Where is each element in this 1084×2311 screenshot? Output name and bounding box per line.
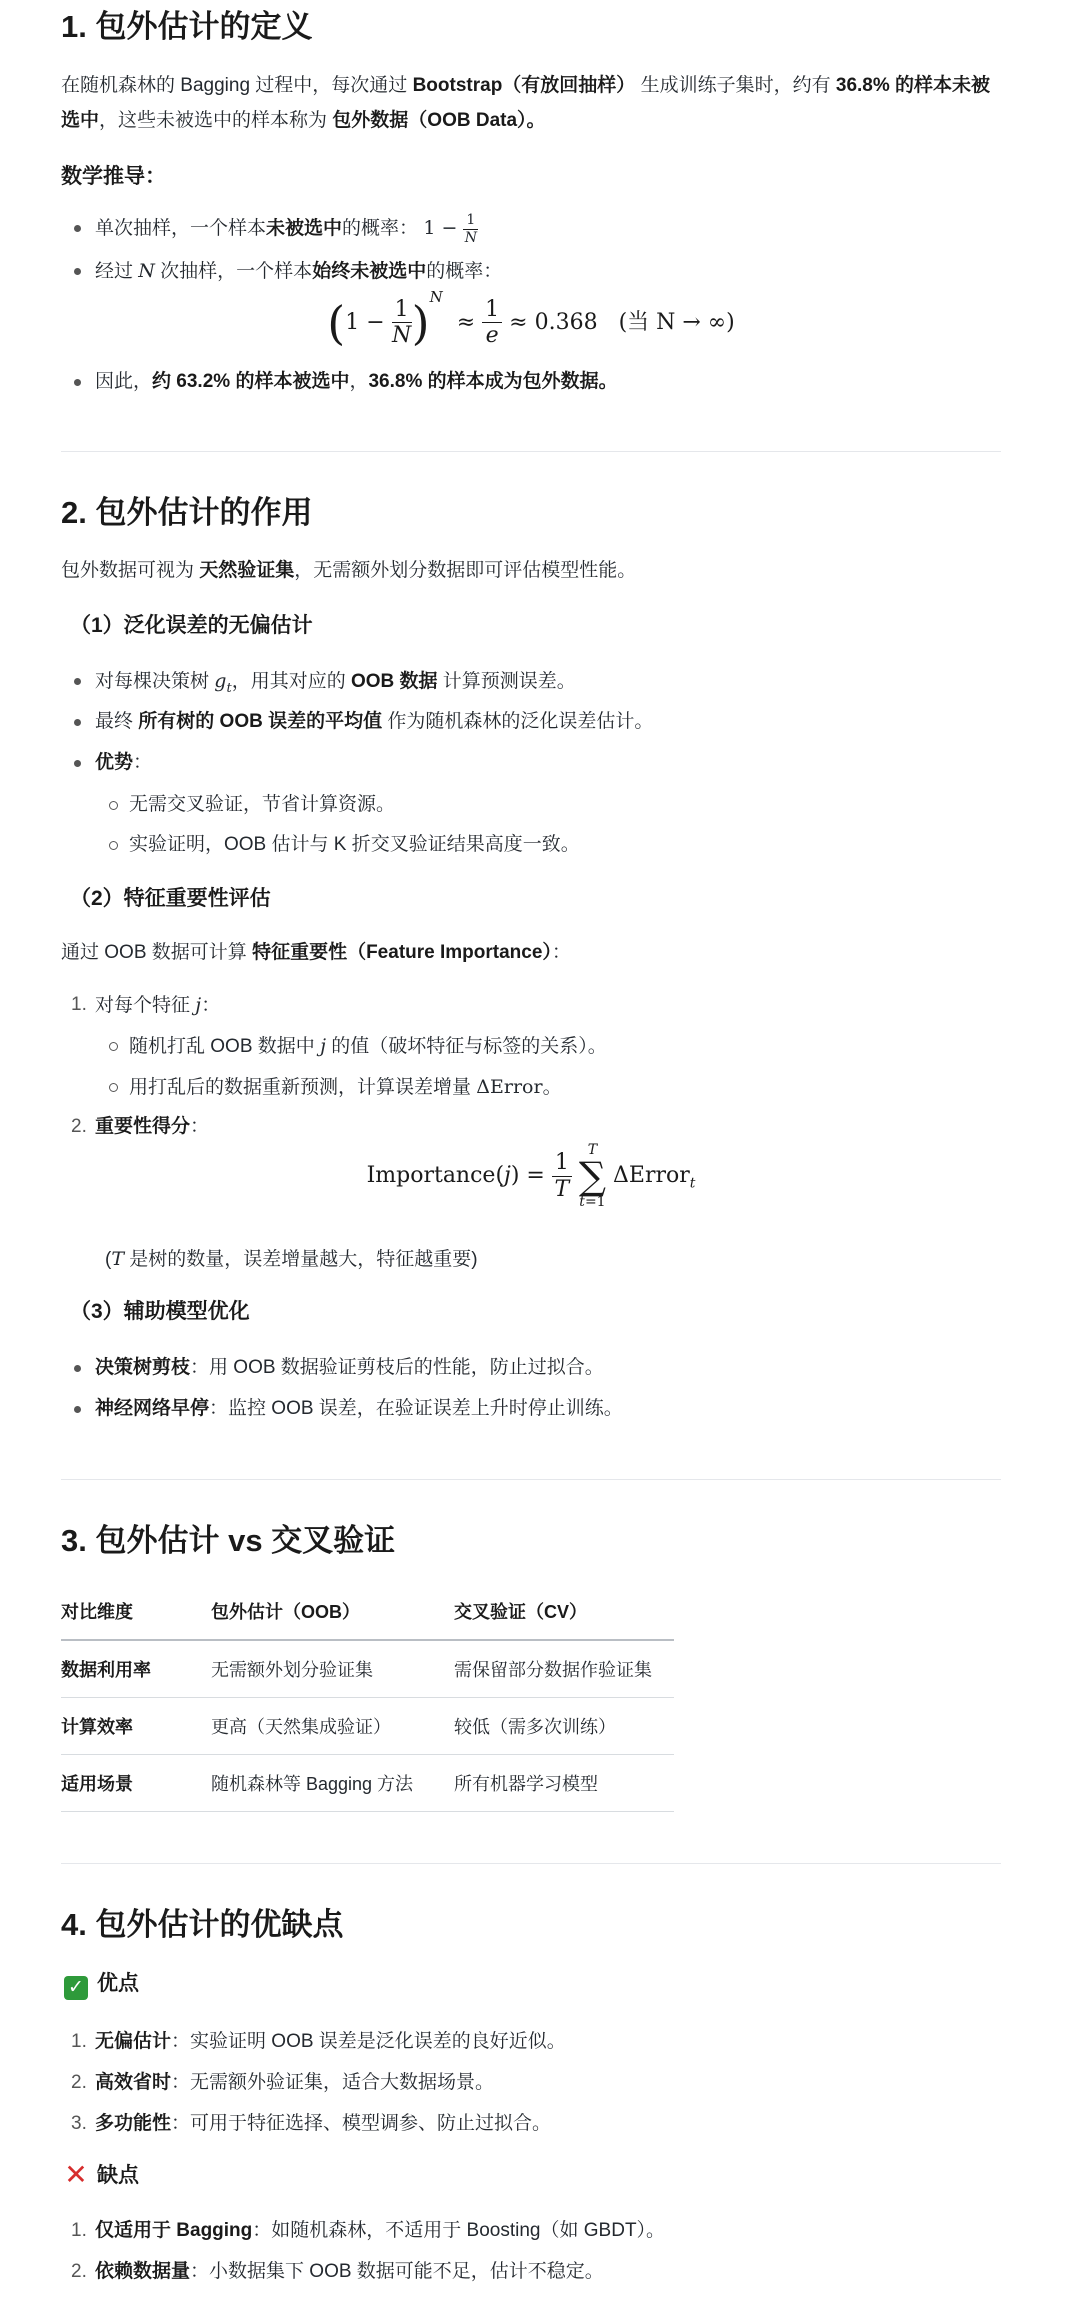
list-item (61, 212, 478, 246)
s1-intro-text: 在随机森林的 Bagging 过程中，每次通过 (61, 75, 413, 96)
s1-intro-oob: 包外数据（OOB Data） (332, 110, 527, 131)
text: ： (551, 942, 571, 963)
table-cell: 较低（需多次训练） (454, 1698, 674, 1755)
formula-inline: T (111, 1248, 125, 1270)
numbered-item (61, 2256, 604, 2288)
row-label: 计算效率 (61, 1717, 133, 1737)
item-bold: OOB 数据 (350, 671, 438, 692)
item-text: ： (133, 752, 153, 773)
item-text: 最终 (95, 711, 139, 732)
list-item (61, 665, 576, 705)
sub-list-item (61, 789, 395, 821)
s2-intro (61, 553, 636, 588)
formula-value: ≈ 0.368 (509, 309, 598, 335)
table-cell: 需保留部分数据作验证集 (454, 1640, 674, 1698)
pros-heading-label: 优点 (97, 1972, 139, 1995)
cons-heading (64, 2159, 139, 2190)
table-cell (61, 1755, 211, 1812)
item-number: 1. (71, 994, 87, 1015)
text: ，无需额外划分数据即可评估模型性能。 (294, 560, 637, 581)
table-header: 包外估计（OOB） (211, 1582, 454, 1640)
item-text: ： (201, 995, 221, 1016)
sub-list-item (61, 829, 580, 861)
table-cell: 更高（天然集成验证） (211, 1698, 454, 1755)
item-bold: 无偏估计 (95, 2031, 172, 2052)
item-text: 。 (542, 1077, 562, 1098)
table-row (61, 1755, 674, 1812)
item-text: 随机打乱 OOB 数据中 (129, 1036, 321, 1057)
formula-inline: j (320, 1035, 326, 1057)
s1-intro-end: 。 (526, 110, 546, 131)
bold: 特征重要性（Feature Importance） (252, 942, 552, 963)
list-item (61, 747, 152, 779)
item-text: ：无需额外验证集，适合大数据场景。 (171, 2072, 495, 2093)
item-text: 次抽样，一个样本 (154, 261, 313, 282)
formula-condition: (当 N → ∞) (618, 309, 735, 335)
item-bold: 高效省时 (95, 2072, 172, 2093)
table-header-row (61, 1582, 674, 1640)
text: 包外数据可视为 (61, 560, 200, 581)
table-cell: 随机森林等 Bagging 方法 (211, 1755, 454, 1812)
numbered-item (61, 2108, 551, 2140)
formula-inline: $g_t$ (214, 670, 232, 696)
item-text: ：小数据集下 OOB 数据可能不足，估计不稳定。 (190, 2261, 604, 2282)
item-bold: 重要性得分 (95, 1116, 191, 1137)
item-bold: 多功能性 (95, 2113, 172, 2134)
list-item (61, 366, 618, 398)
divider (61, 1863, 1001, 1864)
text: 是树的数量，误差增量越大，特征越重要) (124, 1249, 478, 1270)
formula-inline: j (195, 994, 202, 1016)
math-heading: 数学推导： (61, 165, 166, 188)
table-cell (61, 1698, 211, 1755)
list-item (61, 1393, 623, 1425)
item-text: 作为随机森林的泛化误差估计。 (382, 711, 654, 732)
item-text: ：如随机森林，不适用于 Boosting（如 GBDT）。 (252, 2220, 666, 2241)
item-text: 单次抽样，一个样本 (95, 218, 267, 239)
s1-intro (61, 68, 1001, 138)
subheading-1: （1）泛化误差的无偏估计 (70, 614, 313, 637)
cross-mark-icon: ✕ (64, 2159, 88, 2190)
item-text: 经过 (95, 261, 139, 282)
subheading-3: （3）辅助模型优化 (70, 1300, 250, 1323)
section-1-heading: 1. 包外估计的定义 (61, 9, 313, 44)
item-number: 2. (71, 1116, 87, 1137)
section-3-heading: 3. 包外估计 vs 交叉验证 (61, 1523, 396, 1558)
list-item (61, 255, 502, 288)
item-text: 计算预测误差。 (437, 671, 576, 692)
item-text: 。 (598, 371, 618, 392)
subheading-2: （2）特征重要性评估 (70, 887, 271, 910)
item-number: 1. (71, 2220, 87, 2241)
item-number: 3. (71, 2113, 87, 2134)
item-text: 的概率： (426, 261, 503, 282)
text: 通过 OOB 数据可计算 (61, 942, 253, 963)
item-text: 对每个特征 (95, 995, 196, 1016)
numbered-item (61, 2026, 566, 2058)
fi-intro (61, 935, 571, 970)
item-bold: 依赖数据量 (95, 2261, 191, 2282)
item-number: 2. (71, 2261, 87, 2282)
item-bold: 约 63.2% 的样本被选中 (152, 371, 350, 392)
numbered-item (61, 1111, 209, 1143)
importance-formula: Importance(j) = $\frac{1}{T}$ T ∑ t=1 ΔError$_t$ (366, 1142, 696, 1210)
item-text: 因此， (95, 371, 153, 392)
list-item (61, 706, 653, 738)
item-text: 对每棵决策树 (95, 671, 215, 692)
item-bold: 仅适用于 Bagging (95, 2220, 253, 2241)
item-bold: 36.8% 的样本成为包外数据 (368, 371, 599, 392)
table-cell: 无需额外划分验证集 (211, 1640, 454, 1698)
formula-inline: 1 − $\frac{1}{N}$ (423, 212, 477, 246)
item-text: 的值（破坏特征与标签的关系）。 (325, 1036, 607, 1057)
section-4-heading: 4. 包外估计的优缺点 (61, 1907, 344, 1942)
probability-formula: (1 − $\frac{1}{N}$ )$^N$ ≈ $\frac{1}{e}$ ≈ 0.368 (当 N → ∞) (327, 288, 735, 350)
item-number: 2. (71, 2072, 87, 2093)
table-row (61, 1640, 674, 1698)
importance-note (61, 1243, 478, 1276)
item-text: ：用 OOB 数据验证剪枝后的性能，防止过拟合。 (190, 1357, 604, 1378)
formula-inline: N (138, 260, 155, 282)
item-bold: 所有树的 OOB 误差的平均值 (138, 711, 383, 732)
s1-intro-bootstrap: Bootstrap（有放回抽样） (412, 75, 636, 96)
item-text: ，用其对应的 (231, 671, 351, 692)
list-item (61, 1352, 604, 1384)
s1-intro-text: 生成训练子集时，约有 (635, 75, 836, 96)
item-bold: 优势 (95, 752, 134, 773)
item-bold: 决策树剪枝 (95, 1357, 191, 1378)
text: ( (105, 1249, 112, 1270)
item-text: 的概率： (342, 218, 419, 239)
sub-list-item (61, 1071, 562, 1104)
numbered-item (61, 2067, 494, 2099)
item-number: 1. (71, 2031, 87, 2052)
item-text: ， (349, 371, 369, 392)
numbered-item (61, 2215, 665, 2247)
item-text: ： (190, 1116, 210, 1137)
cons-heading-label: 缺点 (97, 2164, 139, 2187)
pros-heading (64, 1970, 139, 2000)
row-label: 数据利用率 (61, 1660, 151, 1680)
table-cell: 所有机器学习模型 (454, 1755, 674, 1812)
s1-intro-text: ，这些未被选中的样本称为 (99, 110, 333, 131)
section-2-heading: 2. 包外估计的作用 (61, 495, 313, 530)
comparison-table (61, 1582, 674, 1812)
divider (61, 1479, 1001, 1480)
item-bold: 未被选中 (266, 218, 343, 239)
item-text: 实验证明，OOB 估计与 K 折交叉验证结果高度一致。 (129, 834, 580, 855)
row-label: 适用场景 (61, 1774, 133, 1794)
check-mark-icon: ✓ (64, 1976, 88, 2000)
table-header: 对比维度 (61, 1582, 211, 1640)
table-header: 交叉验证（CV） (454, 1582, 674, 1640)
table-row (61, 1698, 674, 1755)
formula-inline: ΔError (476, 1076, 543, 1098)
s1-intro-pct: 36.8% 的样本未被选中 (61, 75, 991, 131)
item-text: ：可用于特征选择、模型调参、防止过拟合。 (171, 2113, 552, 2134)
bold: 天然验证集 (199, 560, 295, 581)
item-text: ：实验证明 OOB 误差是泛化误差的良好近似。 (171, 2031, 566, 2052)
numbered-item (61, 989, 220, 1022)
sub-list-item (61, 1030, 607, 1063)
item-text: 无需交叉验证，节省计算资源。 (129, 794, 396, 815)
item-bold: 神经网络早停 (95, 1398, 210, 1419)
table-cell (61, 1640, 211, 1698)
divider (61, 451, 1001, 452)
item-bold: 始终未被选中 (312, 261, 427, 282)
item-text: 用打乱后的数据重新预测，计算误差增量 (129, 1077, 477, 1098)
item-text: ：监控 OOB 误差，在验证误差上升时停止训练。 (209, 1398, 623, 1419)
